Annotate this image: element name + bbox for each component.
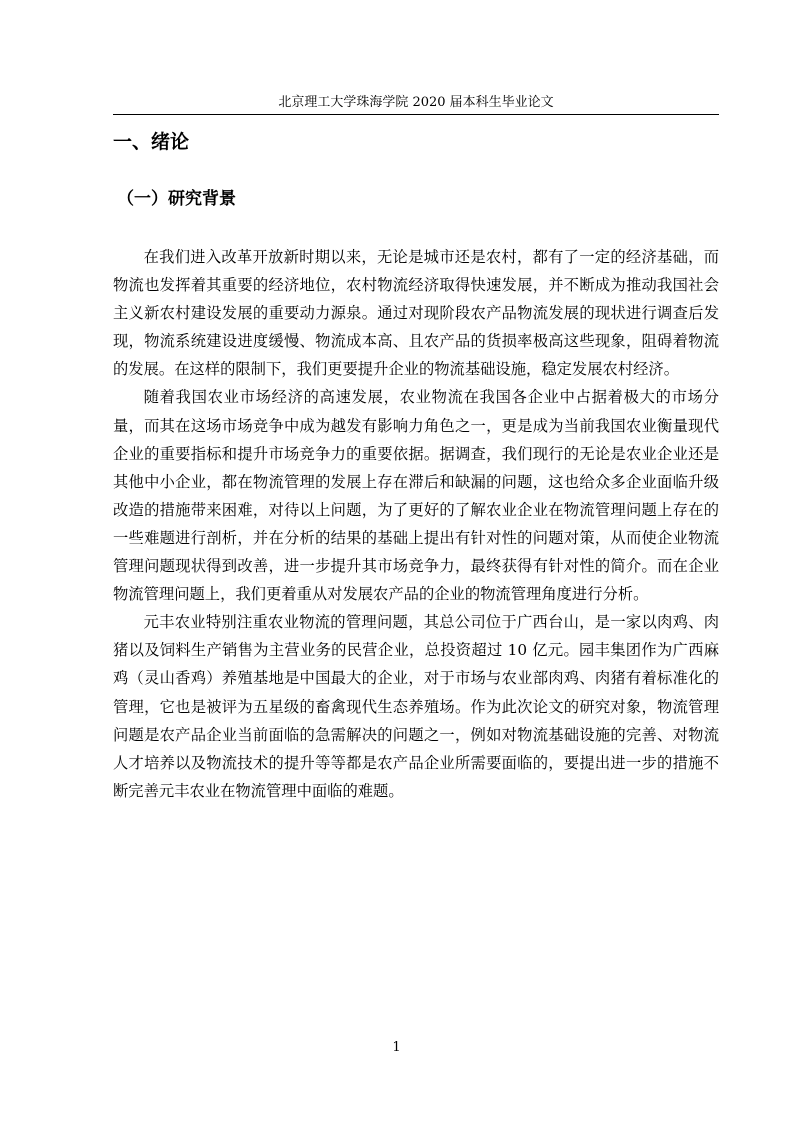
paragraph: 在我们进入改革开放新时期以来，无论是城市还是农村，都有了一定的经济基础，而物流也发挥着其重要的经济地位，农村物流经济取得快速发展，并不断成为推动我国社会主义新农村建设发展的重要动力源泉。通过对现阶段农产品物流发展的现状进行调查后发现，物流系统建设进度缓慢、物流成本高、且农产品的货损率极高这些现象，阻碍着物流的发展。在这样的限制下，我们更要提升企业的物流基础设施，稳定发展农村经济。	[113, 248, 719, 379]
paragraph: 元丰农业特别注重农业物流的管理问题，其总公司位于广西台山，是一家以肉鸡、肉猪以及饲料生产销售为主营业务的民营企业，总投资超过 10 亿元。园丰集团作为广西麻鸡（灵山香鸡）养殖基地是中国最大的企业，对于市场与农业部肉鸡、肉猪有着标准化的管理，它也是被评为五星级的畜禽现代生态养殖场。作为此次论文的研究对象，物流管理问题是农产品企业当前面临的急需解决的问题之一，例如对物流基础设施的完善、对物流人才培养以及物流技术的提升等等都是农产品企业所需要面临的，要提出进一步的措施不断完善元丰农业在物流管理中面临的难题。	[113, 613, 719, 800]
subsection-title: （一）研究背景	[117, 189, 236, 209]
paragraph: 随着我国农业市场经济的高速发展，农业物流在我国各企业中占据着极大的市场分量，而其在这场市场竞争中成为越发有影响力角色之一，更是成为当前我国农业衡量现代企业的重要指标和提升市场竞争力的重要依据。据调查，我们现行的无论是农业企业还是其他中小企业，都在物流管理的发展上存在滞后和缺漏的问题，这也给众多企业面临升级改造的措施带来困难，对待以上问题，为了更好的了解农业企业在物流管理问题上存在的一些难题进行剖析，并在分析的结果的基础上提出有针对性的问题对策，从而使企业物流管理问题现状得到改善，进一步提升其市场竞争力，最终获得有针对性的简介。而在企业物流管理问题上，我们更着重从对发展农产品的企业的物流管理角度进行分析。	[113, 388, 719, 604]
page-header: 北京理工大学珠海学院 2020 届本科生毕业论文	[113, 94, 719, 115]
section-title: 一、绪论	[113, 131, 190, 153]
body-text	[113, 243, 719, 805]
page-number: 1	[392, 1040, 401, 1055]
